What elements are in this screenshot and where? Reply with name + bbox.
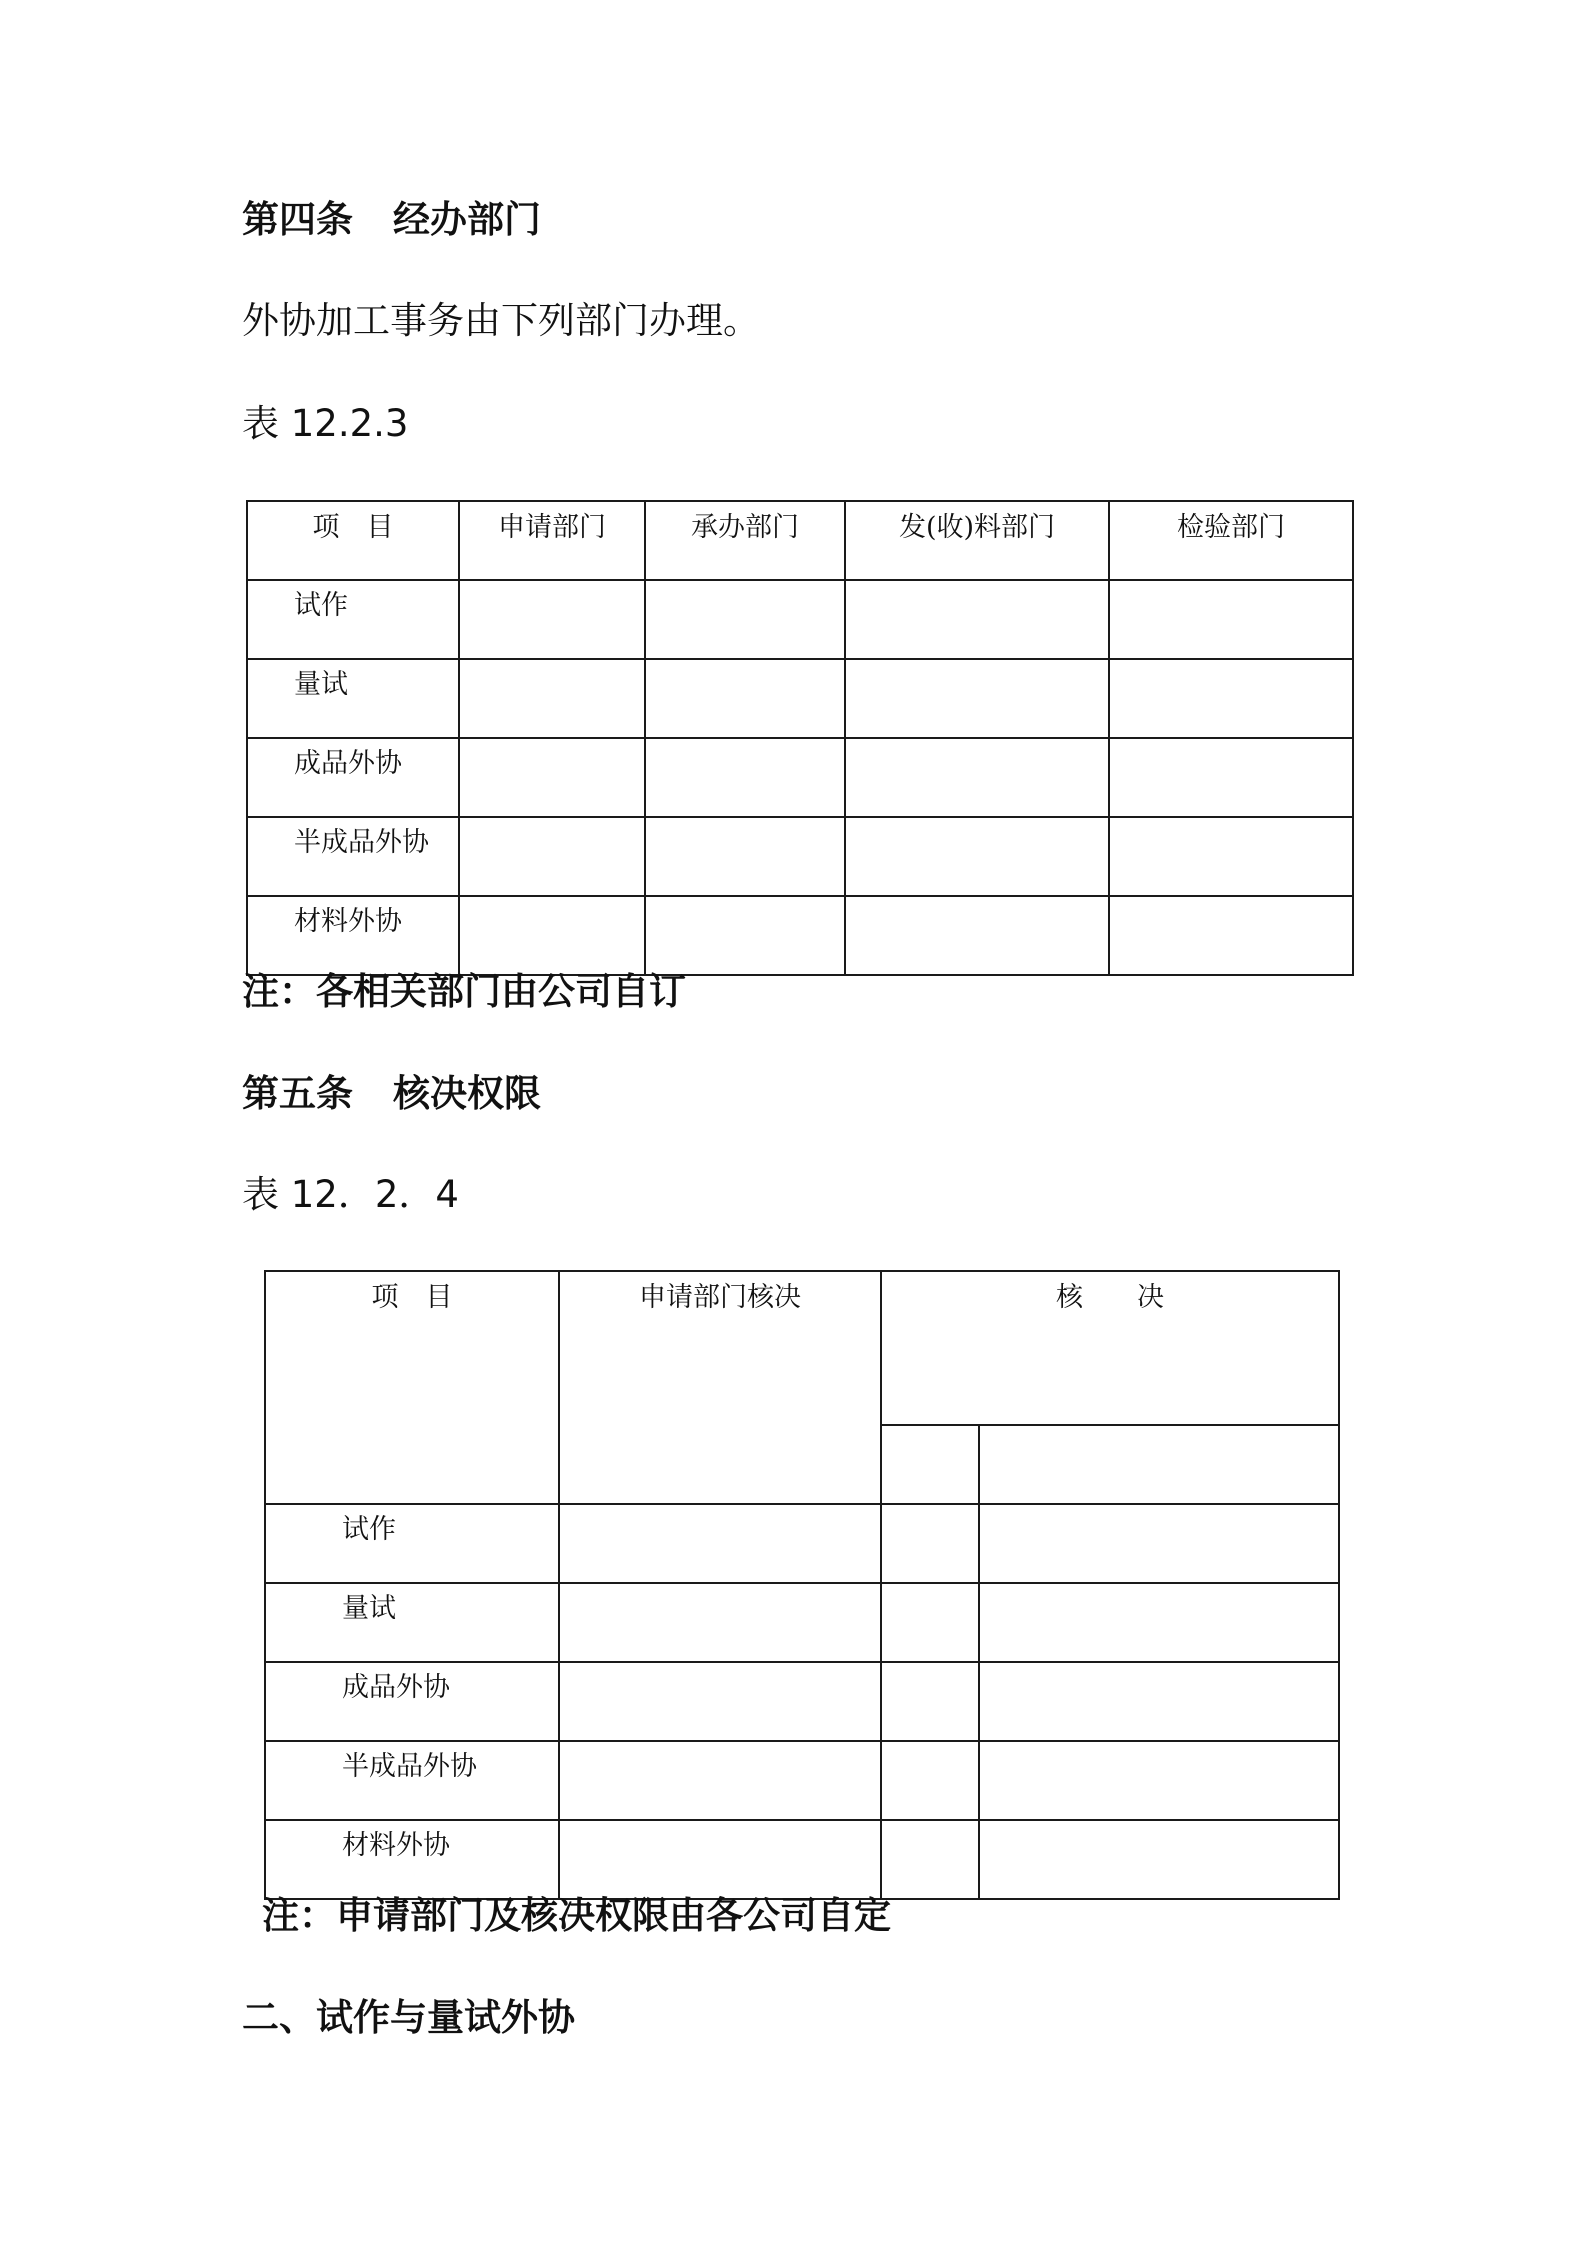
article-5-title: 核决权限 — [393, 1072, 541, 1115]
table-cell — [845, 580, 1109, 659]
table-cell — [559, 1504, 881, 1583]
subheader-cell — [979, 1425, 1339, 1504]
table-cell — [645, 817, 845, 896]
section-2-title: 二、试作与量试外协 — [242, 1996, 575, 2039]
table-row — [265, 1741, 1339, 1820]
table-header-row — [265, 1271, 1339, 1425]
row-label: 量试 — [247, 659, 459, 738]
table-cell — [845, 896, 1109, 975]
table-cell — [559, 1820, 881, 1899]
table-cell — [645, 580, 845, 659]
table-cell — [881, 1504, 979, 1583]
table-cell — [881, 1662, 979, 1741]
article-4-text: 外协加工事务由下列部门办理。 — [242, 299, 760, 342]
table-row — [247, 580, 1353, 659]
header-cell-applicant-approval: 申请部门核决 — [559, 1271, 881, 1504]
table-row — [265, 1504, 1339, 1583]
header-cell-item: 项 目 — [247, 501, 459, 580]
table-row — [265, 1662, 1339, 1741]
article-4-heading — [242, 198, 541, 242]
article-5-label: 第五条 — [242, 1072, 353, 1115]
table-cell — [1109, 817, 1353, 896]
header-cell-applicant: 申请部门 — [459, 501, 645, 580]
row-label: 半成品外协 — [247, 817, 459, 896]
table-cell — [1109, 659, 1353, 738]
row-label: 量试 — [265, 1583, 559, 1662]
header-cell-inspection: 检验部门 — [1109, 501, 1353, 580]
table-cell — [459, 817, 645, 896]
header-cell-item: 项 目 — [265, 1271, 559, 1504]
table-cell — [845, 659, 1109, 738]
table-header-row — [247, 501, 1353, 580]
table-row — [265, 1583, 1339, 1662]
table-cell — [459, 896, 645, 975]
table-row — [247, 817, 1353, 896]
row-label: 成品外协 — [265, 1662, 559, 1741]
table-cell — [979, 1583, 1339, 1662]
table-cell — [459, 738, 645, 817]
article-5-heading — [242, 1072, 541, 1116]
table-cell — [881, 1741, 979, 1820]
table-cell — [459, 580, 645, 659]
table-row — [265, 1820, 1339, 1899]
header-cell-handler: 承办部门 — [645, 501, 845, 580]
table-cell — [1109, 896, 1353, 975]
table-cell — [979, 1741, 1339, 1820]
row-label: 半成品外协 — [265, 1741, 559, 1820]
article-4-label: 第四条 — [242, 198, 353, 241]
table-cell — [845, 817, 1109, 896]
table-2-note: 注：申请部门及核决权限由各公司自定 — [262, 1894, 891, 1937]
row-label: 材料外协 — [265, 1820, 559, 1899]
table-cell — [645, 738, 845, 817]
table-cell — [459, 659, 645, 738]
table-row — [247, 738, 1353, 817]
header-cell-approval: 核 决 — [881, 1271, 1339, 1425]
table-cell — [881, 1583, 979, 1662]
subheader-cell — [881, 1425, 979, 1504]
table-cell — [979, 1662, 1339, 1741]
row-label: 材料外协 — [247, 896, 459, 975]
table-1-note: 注：各相关部门由公司自订 — [242, 970, 686, 1013]
table-1-caption: 表 12.2.3 — [242, 402, 409, 445]
table-cell — [1109, 738, 1353, 817]
row-label: 成品外协 — [247, 738, 459, 817]
table-cell — [881, 1820, 979, 1899]
row-label: 试作 — [247, 580, 459, 659]
table-cell — [559, 1583, 881, 1662]
approval-authority-table — [264, 1270, 1340, 1900]
table-cell — [645, 659, 845, 738]
table-row — [247, 896, 1353, 975]
table-cell — [845, 738, 1109, 817]
table-cell — [979, 1504, 1339, 1583]
department-table — [246, 500, 1354, 976]
article-4-title: 经办部门 — [393, 198, 541, 241]
table-cell — [559, 1662, 881, 1741]
header-cell-material: 发(收)料部门 — [845, 501, 1109, 580]
table-cell — [645, 896, 845, 975]
row-label: 试作 — [265, 1504, 559, 1583]
table-2-caption: 表 12．2．4 — [242, 1173, 459, 1216]
table-cell — [559, 1741, 881, 1820]
table-row — [247, 659, 1353, 738]
table-cell — [979, 1820, 1339, 1899]
table-cell — [1109, 580, 1353, 659]
